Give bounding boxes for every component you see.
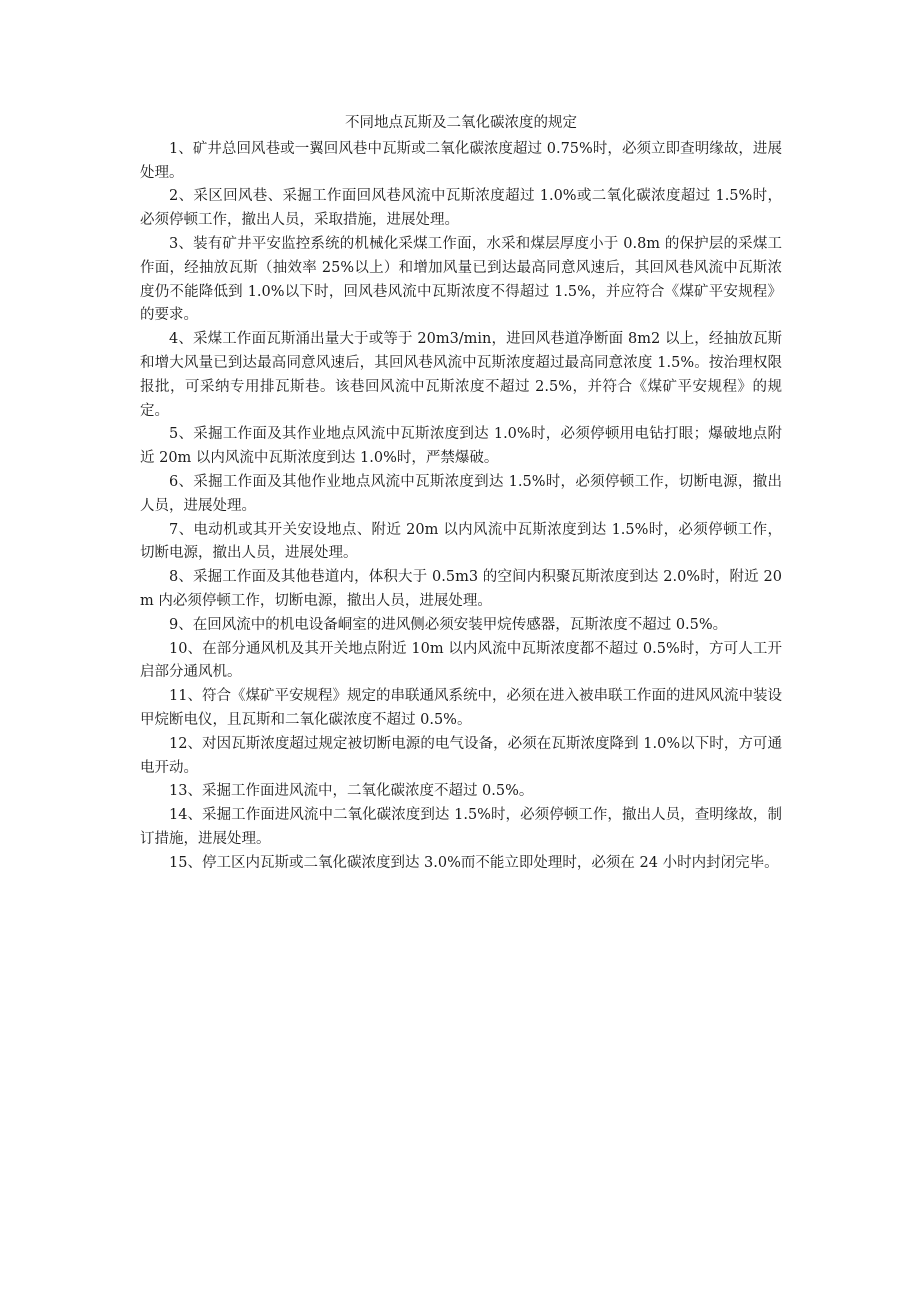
paragraph-10: 10、在部分通风机及其开关地点附近 10m 以内风流中瓦斯浓度都不超过 0.5%时，方可人工开启部分通风机。 bbox=[140, 640, 782, 681]
paragraph-8: 8、采掘工作面及其他巷道内，体积大于 0.5m3 的空间内积聚瓦斯浓度到达 2.0%时，附近 20m 内必须停顿工作，切断电源，撤出人员，进展处理。 bbox=[140, 569, 782, 609]
document-title: 不同地点瓦斯及二氧化碳浓度的规定 bbox=[345, 115, 577, 131]
paragraph-15: 15、停工区内瓦斯或二氧化碳浓度到达 3.0%而不能立即处理时，必须在 24 小时内封闭完毕。 bbox=[169, 854, 779, 871]
document-body bbox=[140, 112, 782, 876]
paragraph-5: 5、采掘工作面及其作业地点风流中瓦斯浓度到达 1.0%时，必须停顿用电钻打眼；爆破地点附近 20m 以内风流中瓦斯浓度到达 1.0%时，严禁爆破。 bbox=[140, 426, 782, 467]
paragraph-7: 7、电动机或其开关安设地点、附近 20m 以内风流中瓦斯浓度到达 1.5%时，必须停顿工作，切断电源，撤出人员，进展处理。 bbox=[140, 521, 782, 562]
paragraph-6: 6、采掘工作面及其他作业地点风流中瓦斯浓度到达 1.5%时，必须停顿工作，切断电源，撤出人员，进展处理。 bbox=[140, 473, 782, 514]
paragraph-3: 3、装有矿井平安监控系统的机械化采煤工作面，水采和煤层厚度小于 0.8m 的保护层的采煤工作面，经抽放瓦斯（抽效率 25%以上）和增加风量已到达最高同意风速后，其回风巷风流中瓦斯浓度仍不能降低到 1.0%以下时，回风巷风流中瓦斯浓度不得超过 1.5%，并应符合《煤矿平安规程》的要求。 bbox=[140, 235, 782, 324]
paragraph-12: 12、对因瓦斯浓度超过规定被切断电源的电气设备，必须在瓦斯浓度降到 1.0%以下时，方可通电开动。 bbox=[140, 735, 782, 776]
paragraph-4: 4、采煤工作面瓦斯涌出量大于或等于 20m3/min，进回风巷道净断面 8m2 以上，经抽放瓦斯和增大风量已到达最高同意风速后，其回风巷风流中瓦斯浓度超过最高同意浓度 1.5%。按治理权限报批，可采纳专用排瓦斯巷。该巷回风流中瓦斯浓度不超过 2.5%，并符合《煤矿平安规程》的规定。 bbox=[140, 331, 782, 419]
paragraph-2: 2、采区回风巷、采掘工作面回风巷风流中瓦斯浓度超过 1.0%或二氧化碳浓度超过 1.5%时，必须停顿工作，撤出人员，采取措施，进展处理。 bbox=[140, 188, 782, 229]
paragraph-14: 14、采掘工作面进风流中二氧化碳浓度到达 1.5%时，必须停顿工作，撤出人员，查明缘故，制订措施，进展处理。 bbox=[140, 807, 782, 847]
paragraph-9: 9、在回风流中的机电设备峒室的进风侧必须安装甲烷传感器，瓦斯浓度不超过 0.5%。 bbox=[169, 616, 728, 633]
paragraph-13: 13、采掘工作面进风流中，二氧化碳浓度不超过 0.5%。 bbox=[169, 783, 534, 800]
paragraph-1: 1、矿井总回风巷或一翼回风巷中瓦斯或二氧化碳浓度超过 0.75%时，必须立即查明缘故，进展处理。 bbox=[140, 140, 782, 181]
paragraph-11: 11、符合《煤矿平安规程》规定的串联通风系统中，必须在进入被串联工作面的进风风流中装设甲烷断电仪，且瓦斯和二氧化碳浓度不超过 0.5%。 bbox=[140, 688, 782, 728]
